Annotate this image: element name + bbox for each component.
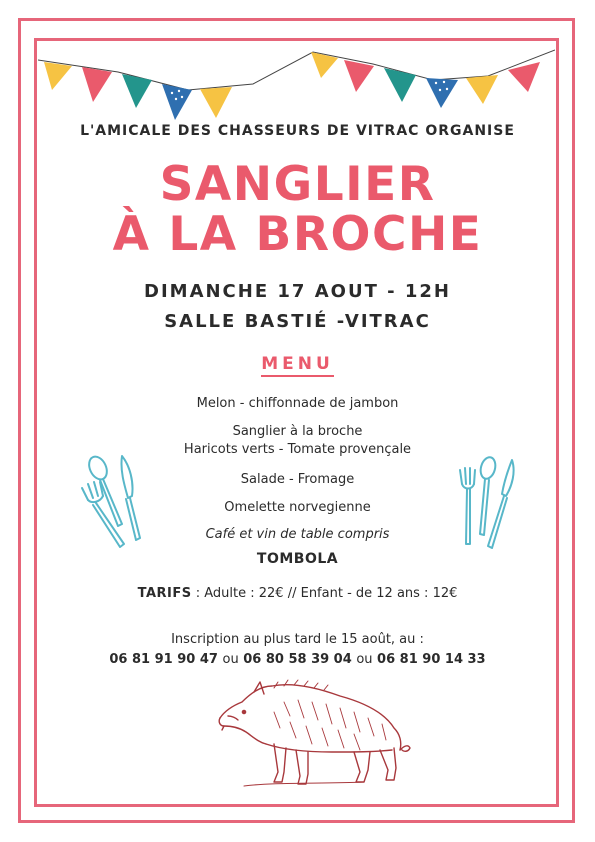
cutlery-icon xyxy=(454,454,520,550)
inscription-text: Inscription au plus tard le 15 août, au : xyxy=(171,632,424,647)
event-date: DIMANCHE 17 AOUT - 12H xyxy=(144,281,451,302)
tarifs-line xyxy=(0,586,595,601)
menu-heading: MENU xyxy=(0,354,595,374)
tarifs-details: : Adulte : 22€ // Enfant - de 12 ans : 12€ xyxy=(191,586,458,601)
menu-item: Omelette norvegienne xyxy=(224,500,371,515)
cutlery-icon xyxy=(78,452,156,550)
event-title-line1: SANGLIER xyxy=(159,157,436,212)
phone-number: 06 80 58 39 04 xyxy=(243,652,352,667)
menu-item: Melon - chiffonnade de jambon xyxy=(196,396,399,411)
phone-number: 06 81 91 90 47 xyxy=(109,652,218,667)
bunting-flags xyxy=(38,42,555,122)
phone-numbers xyxy=(0,652,595,667)
event-place: SALLE BASTIÉ -VITRAC xyxy=(164,311,431,332)
menu-item: Sanglier à la broche xyxy=(232,424,363,439)
tombola-label: TOMBOLA xyxy=(256,551,339,567)
phone-number: 06 81 90 14 33 xyxy=(377,652,486,667)
phone-separator: ou xyxy=(222,652,239,667)
menu-note: Café et vin de table compris xyxy=(205,527,390,542)
tarifs-label: TARIFS xyxy=(137,586,192,601)
boar-illustration xyxy=(214,672,416,792)
phone-separator: ou xyxy=(356,652,373,667)
organiser-line: L'AMICALE DES CHASSEURS DE VITRAC ORGANISE xyxy=(80,123,515,139)
menu-item: Salade - Fromage xyxy=(240,472,355,487)
menu-item: Haricots verts - Tomate provençale xyxy=(183,442,412,457)
event-title-line2: À LA BROCHE xyxy=(112,207,483,262)
